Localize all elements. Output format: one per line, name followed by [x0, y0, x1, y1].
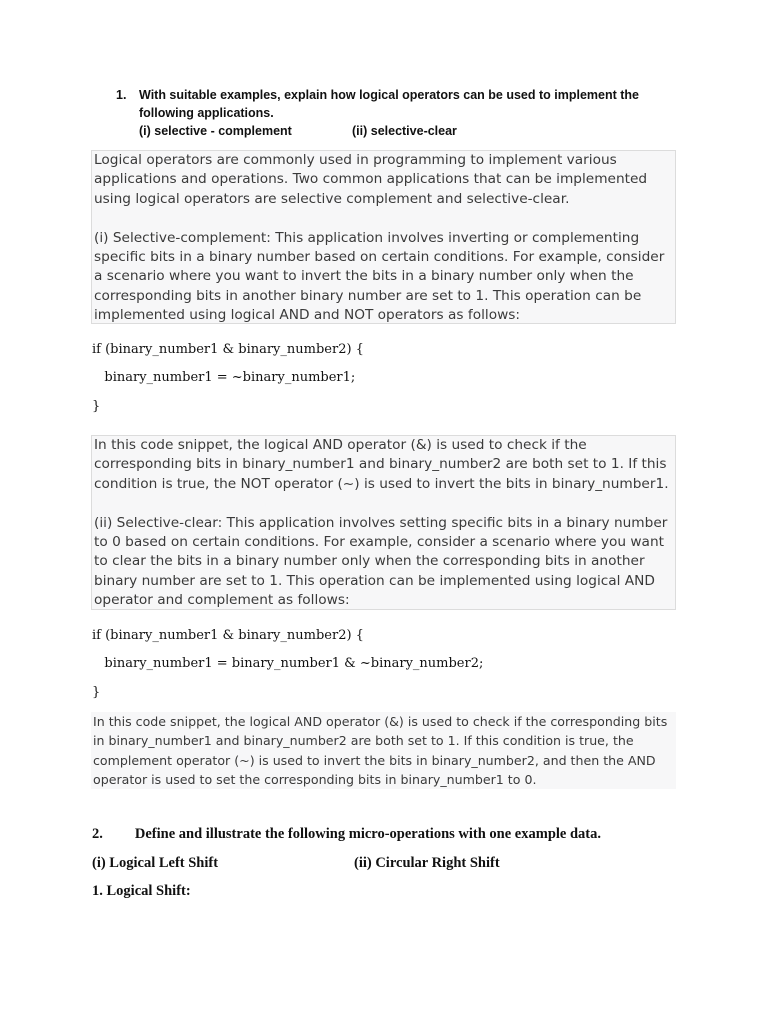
code-1-line-3: }: [92, 399, 101, 414]
selective-clear-paragraph: (ii) Selective-clear: This application involves setting specific bits in a binary number to 0 based on certain conditions. For example, consider a scenario where you want to clear the bits in a binary number only when the corresponding bits in another binary number are set to 1. This operation can be implemented using logical AND operator and complement as follows:: [94, 514, 668, 609]
question-2-options: [92, 855, 500, 872]
selective-complement-paragraph: (i) Selective-complement: This application involves inverting or complementing specific bits in a binary number based on certain conditions. For example, consider a scenario where you want to invert the bits in a binary number only when the corresponding bits in another binary number are set to 1. This operation can be implemented using logical AND and NOT operators as follows:: [94, 229, 665, 324]
question-1-option-2: (ii) selective-clear: [352, 124, 457, 138]
question-1-options: [139, 122, 676, 140]
question-1-number: 1.: [116, 88, 127, 102]
answer-block-3: [91, 712, 676, 789]
explain-2-paragraph: In this code snippet, the logical AND operator (&) is used to check if the corresponding bits in binary_number1 and binary_number2 are both set to 1. If this condition is true, the complement operator (~) is used to invert the bits in binary_number2, and then the AND operator is used to set the corresponding bits in binary_number1 to 0.: [93, 714, 668, 787]
question-2-heading: [92, 826, 601, 843]
answer-block-2: [91, 435, 676, 610]
code-1-line-1: if (binary_number1 & binary_number2) {: [92, 342, 364, 357]
code-2-line-2: binary_number1 = binary_number1 & ~binary_number2;: [92, 656, 484, 671]
code-2-line-1: if (binary_number1 & binary_number2) {: [92, 628, 364, 643]
code-1-line-2: binary_number1 = ~binary_number1;: [92, 370, 356, 385]
question-2-option-1: (i) Logical Left Shift: [92, 855, 219, 871]
answer-block-1: [91, 150, 676, 324]
logical-shift-subheading: 1. Logical Shift:: [92, 883, 191, 899]
question-2-text: Define and illustrate the following micro-operations with one example data.: [134, 826, 601, 842]
answer-intro: Logical operators are commonly used in programming to implement various applications and operations. Two common applications that can be implemented using logical operators are selective complement and selective-clear.: [94, 152, 648, 207]
code-2-line-3: }: [92, 685, 101, 700]
question-1-option-1: (i) selective - complement: [139, 124, 292, 138]
question-2-option-2: (ii) Circular Right Shift: [354, 855, 500, 871]
question-1-text: With suitable examples, explain how logical operators can be used to implement the following applications.: [139, 88, 639, 120]
question-2-number: 2.: [92, 826, 103, 842]
question-1: [116, 86, 676, 140]
explain-1-paragraph: In this code snippet, the logical AND operator (&) is used to check if the corresponding bits in binary_number1 and binary_number2 are both set to 1. If this condition is true, the NOT operator (~) is used to invert the bits in binary_number1.: [94, 437, 669, 492]
